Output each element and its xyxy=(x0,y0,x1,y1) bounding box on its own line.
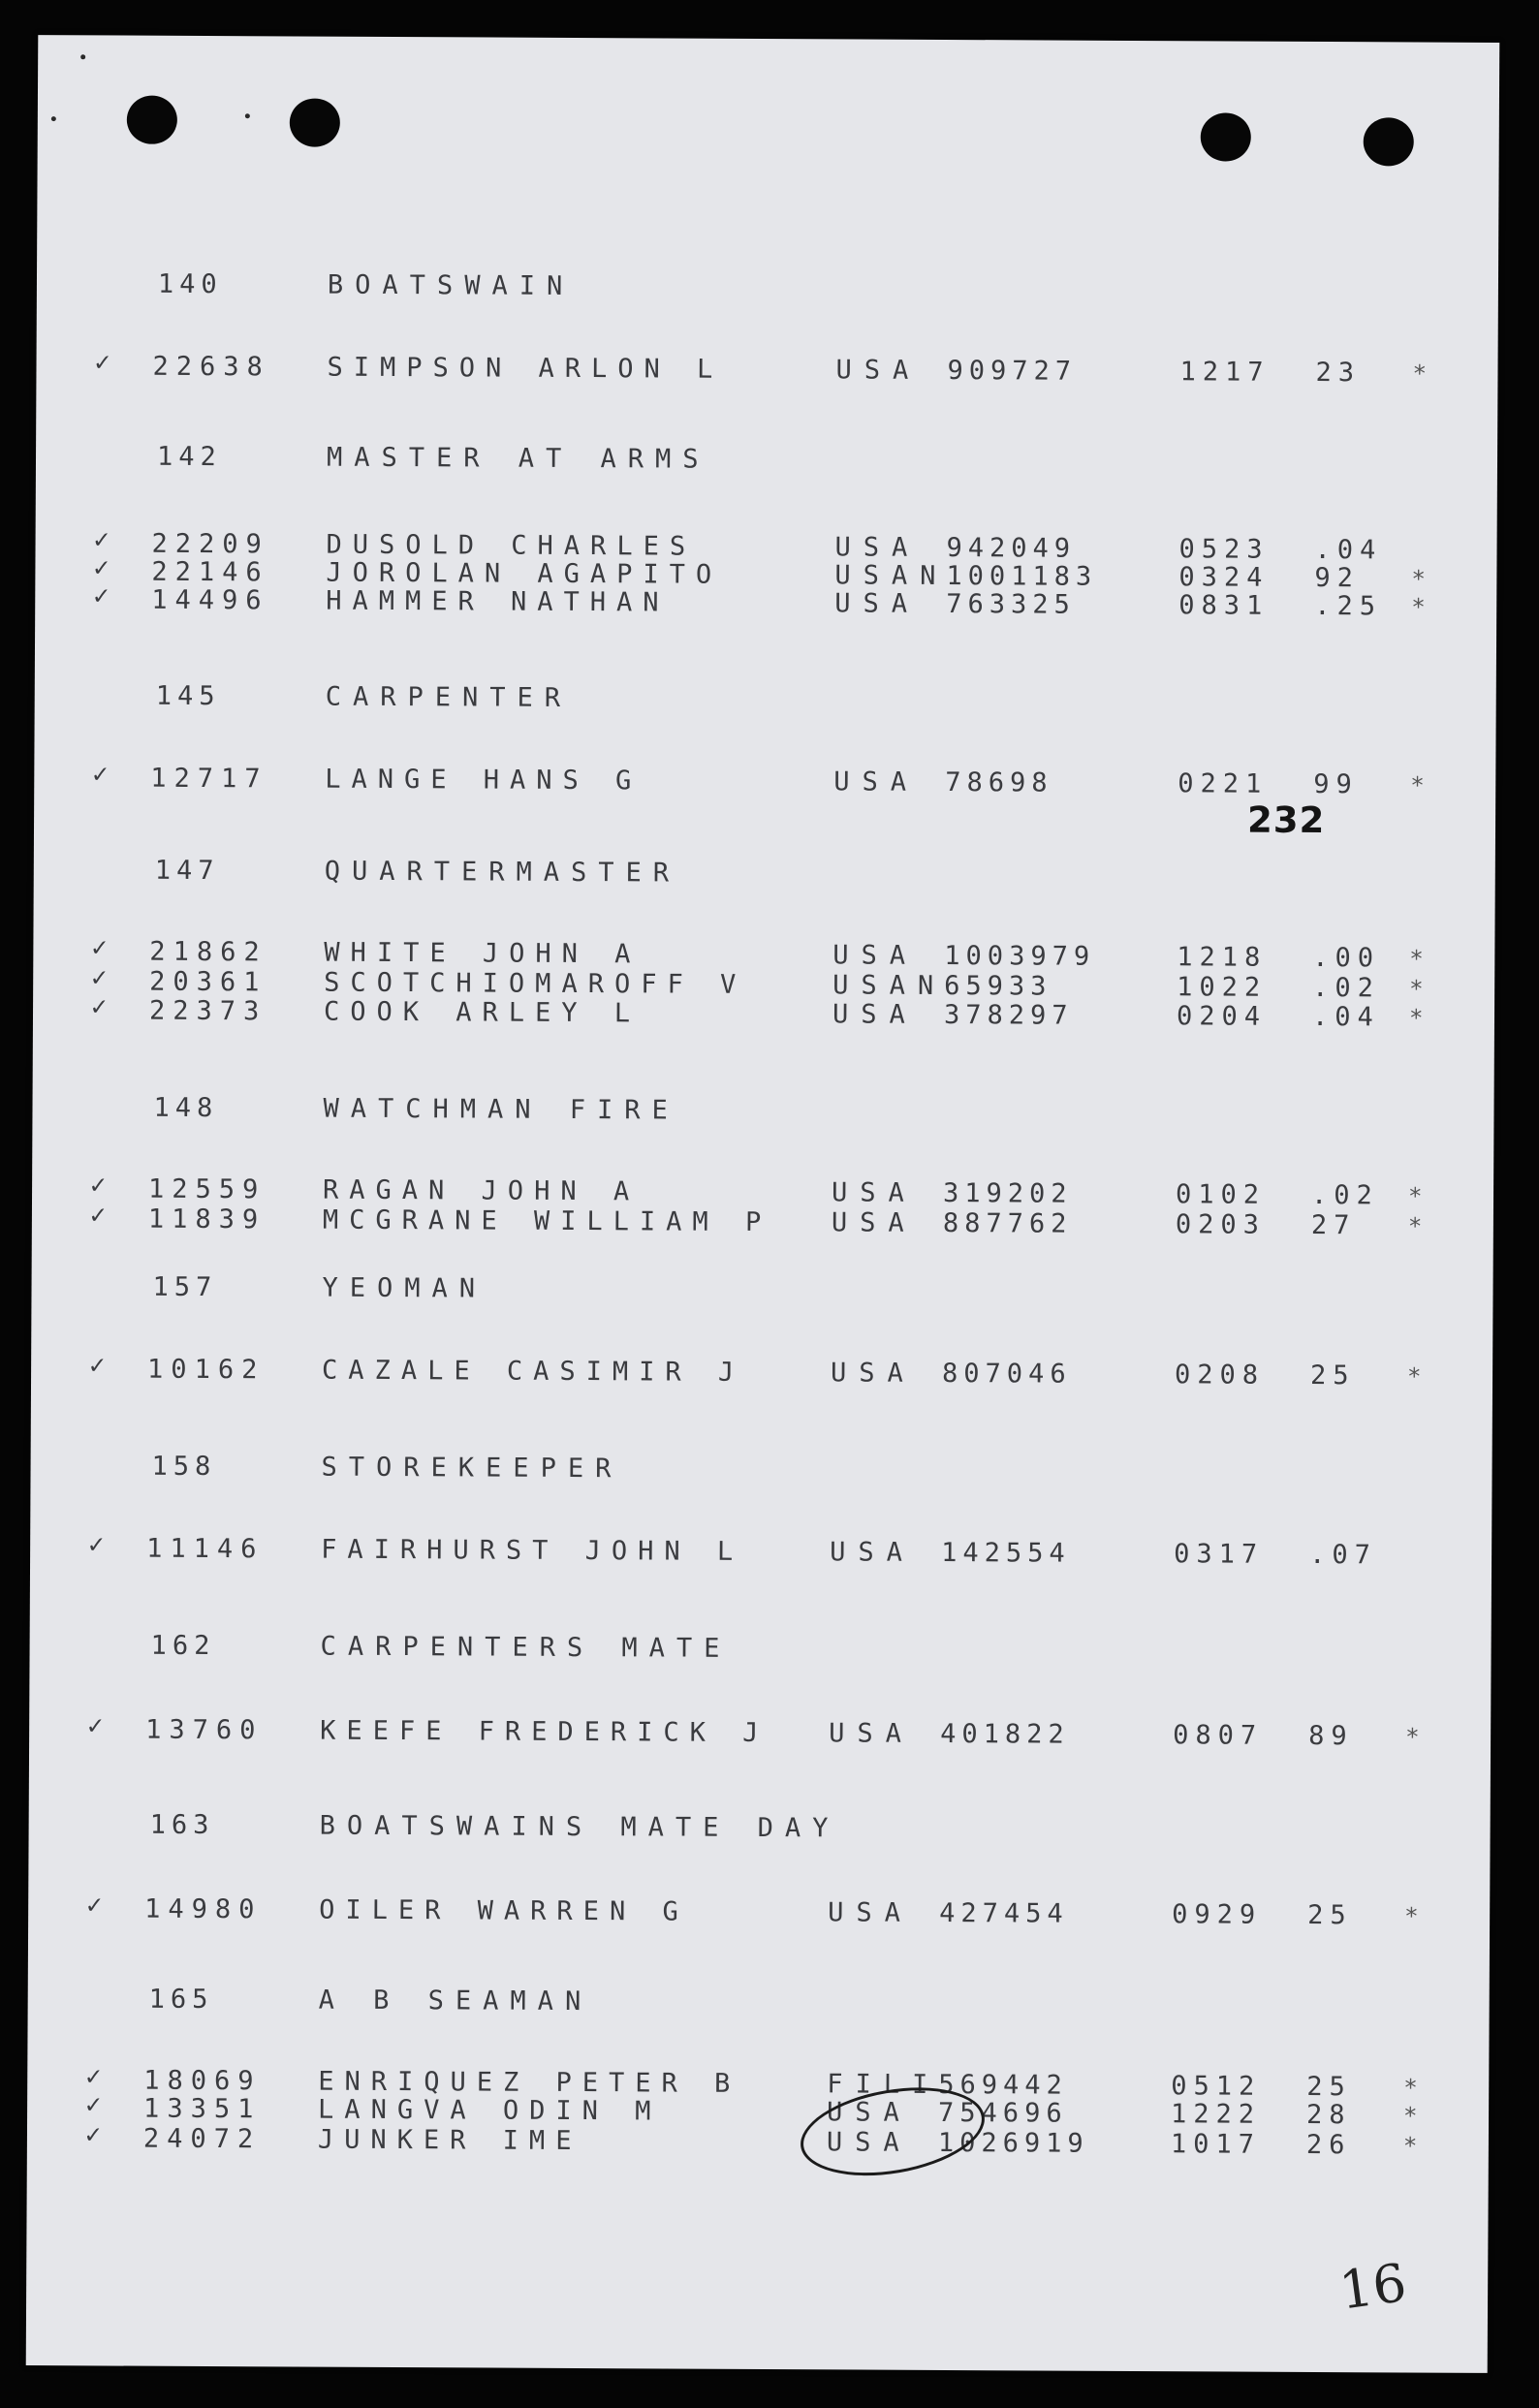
section-heading xyxy=(30,1450,1492,1490)
cell-b: 0317 xyxy=(1174,1539,1265,1570)
rating-code: 162 xyxy=(150,1630,216,1662)
cell-a: 942049 xyxy=(946,532,1077,564)
cell-name: WHITE JOHN A xyxy=(324,937,642,970)
rating-code: 148 xyxy=(153,1092,219,1124)
cell-cit: USAN xyxy=(834,560,949,591)
cell-cit: USA xyxy=(835,355,922,386)
punch-hole-1 xyxy=(127,96,177,144)
cell-name: DUSOLD CHARLES xyxy=(326,529,697,562)
cell-num: 21862 xyxy=(149,936,267,968)
check-mark: ✓ xyxy=(85,2061,108,2092)
cell-name: ENRIQUEZ PETER B xyxy=(318,2066,741,2099)
cell-pct: .04 xyxy=(1314,534,1383,566)
cell-pct: .04 xyxy=(1311,1001,1380,1033)
cell-pct: 92 xyxy=(1314,562,1360,594)
cell-name: LANGE HANS G xyxy=(325,764,643,797)
rating-title: STOREKEEPER xyxy=(321,1452,623,1485)
cell-pct: .02 xyxy=(1312,972,1381,1004)
cell-num: 22209 xyxy=(151,528,269,560)
cell-num: 22146 xyxy=(151,556,269,588)
cell-num: 20361 xyxy=(149,966,267,998)
check-mark: ✓ xyxy=(94,347,116,378)
check-mark: ✓ xyxy=(85,2089,108,2120)
punch-hole-2 xyxy=(290,98,340,146)
cell-star: * xyxy=(1403,2074,1424,2102)
check-mark: ✓ xyxy=(93,524,115,555)
cell-num: 22373 xyxy=(148,995,267,1027)
cell-cit: USAN xyxy=(832,970,947,1001)
rating-code: 158 xyxy=(151,1451,217,1483)
cell-a: 1003979 xyxy=(944,940,1096,972)
cell-name: LANGVA ODIN M xyxy=(318,2094,662,2127)
check-mark: ✓ xyxy=(88,1529,110,1560)
cell-name: FAIRHURST JOHN L xyxy=(321,1534,744,1567)
check-mark: ✓ xyxy=(89,1350,111,1381)
cell-b: 0204 xyxy=(1176,1001,1268,1032)
cell-a: 65933 xyxy=(944,970,1052,1002)
section-heading xyxy=(34,854,1495,894)
table-row xyxy=(32,1200,1493,1243)
cell-a: 1026919 xyxy=(937,2127,1089,2159)
cell-pct: .07 xyxy=(1309,1539,1377,1571)
rating-title: A B SEAMAN xyxy=(318,1985,593,2017)
cell-cit: USA xyxy=(831,1207,917,1238)
cell-pct: .00 xyxy=(1312,942,1381,974)
cell-a: 909727 xyxy=(947,355,1078,387)
cell-b: 0807 xyxy=(1173,1720,1264,1751)
punch-hole-4 xyxy=(1364,117,1414,166)
cell-a: 378297 xyxy=(943,999,1074,1031)
rating-code: 165 xyxy=(148,1984,214,2016)
table-row xyxy=(34,759,1495,802)
cell-a: 78698 xyxy=(945,766,1053,798)
cell-a: 569442 xyxy=(938,2069,1068,2101)
cell-star: * xyxy=(1409,975,1429,1003)
check-mark: ✓ xyxy=(89,1200,112,1231)
cell-b: 0929 xyxy=(1172,1899,1263,1930)
cell-name: JUNKER IME xyxy=(317,2124,582,2157)
dust-speck xyxy=(80,54,85,59)
section-heading xyxy=(28,1983,1490,2023)
cell-pct: 23 xyxy=(1315,357,1362,389)
cell-num: 24072 xyxy=(142,2123,262,2155)
cell-cit: USA xyxy=(834,588,921,619)
dust-speck xyxy=(51,116,56,121)
cell-star: * xyxy=(1407,1212,1429,1240)
cell-b: 1017 xyxy=(1170,2129,1262,2160)
check-mark: ✓ xyxy=(87,1710,110,1741)
cell-num: 14980 xyxy=(144,1893,263,1925)
cell-b: 0512 xyxy=(1171,2071,1262,2102)
cell-name: OILER WARREN G xyxy=(319,1894,689,1927)
check-mark: ✓ xyxy=(92,759,114,790)
table-row xyxy=(27,2119,1489,2163)
table-row xyxy=(28,1892,1490,1933)
rating-code: 157 xyxy=(152,1271,218,1303)
cell-b: 1218 xyxy=(1177,942,1268,973)
cell-star: * xyxy=(1408,1004,1429,1032)
table-row xyxy=(31,1350,1492,1393)
table-row xyxy=(35,580,1496,624)
cell-pct: 99 xyxy=(1313,768,1359,800)
cell-pct: 89 xyxy=(1308,1720,1354,1752)
cell-b: 0831 xyxy=(1178,590,1270,621)
cell-b: 1022 xyxy=(1177,972,1268,1003)
cell-b: 1217 xyxy=(1179,357,1271,388)
rating-title: YEOMAN xyxy=(322,1272,487,1304)
check-mark: ✓ xyxy=(86,1890,109,1921)
table-row xyxy=(33,991,1494,1035)
cell-cit: USA xyxy=(831,1177,917,1208)
cell-b: 0324 xyxy=(1178,562,1270,593)
cell-star: * xyxy=(1409,945,1429,973)
cell-num: 11146 xyxy=(146,1533,265,1565)
cell-cit: USA xyxy=(829,1718,915,1749)
cell-num: 13351 xyxy=(143,2093,262,2125)
cell-pct: 28 xyxy=(1306,2099,1352,2131)
section-heading xyxy=(37,267,1498,308)
rating-title: BOATSWAINS MATE DAY xyxy=(319,1810,840,1844)
cell-star: * xyxy=(1405,1723,1426,1751)
cell-b: 0203 xyxy=(1175,1209,1267,1240)
check-mark: ✓ xyxy=(90,1170,112,1201)
rating-title: WATCHMAN FIRE xyxy=(323,1093,679,1126)
cell-star: * xyxy=(1402,2132,1424,2160)
cell-num: 12717 xyxy=(150,763,268,795)
check-mark: ✓ xyxy=(93,552,115,583)
cell-num: 10162 xyxy=(147,1354,266,1386)
cell-num: 14496 xyxy=(151,584,269,616)
cell-star: * xyxy=(1403,2102,1424,2130)
cell-a: 763325 xyxy=(946,588,1076,620)
cell-star: * xyxy=(1407,1182,1429,1210)
cell-star: * xyxy=(1404,1902,1425,1930)
rating-title: MASTER AT ARMS xyxy=(326,442,710,475)
cell-cit: USA xyxy=(833,766,920,797)
punch-hole-3 xyxy=(1201,112,1251,161)
cell-cit: FILI xyxy=(827,2069,941,2100)
cell-star: * xyxy=(1412,360,1433,388)
rating-code: 163 xyxy=(149,1809,215,1841)
cell-a: 1001183 xyxy=(946,560,1098,592)
cell-star: * xyxy=(1407,1362,1428,1391)
rating-title: CARPENTERS MATE xyxy=(320,1631,732,1664)
table-row xyxy=(29,1710,1491,1754)
cell-name: SIMPSON ARLON L xyxy=(327,352,724,385)
table-row xyxy=(36,347,1497,391)
section-heading xyxy=(30,1629,1492,1670)
cell-pct: 25 xyxy=(1306,2071,1352,2103)
cell-b: 0208 xyxy=(1175,1360,1266,1391)
cell-b: 1222 xyxy=(1171,2099,1262,2130)
rating-code: 140 xyxy=(157,268,223,300)
cell-cit: USA xyxy=(834,532,921,563)
stamp-number: 232 xyxy=(1246,798,1326,842)
rating-code: 145 xyxy=(155,680,221,712)
check-mark: ✓ xyxy=(84,2119,108,2150)
rating-title: QUARTERMASTER xyxy=(324,856,681,889)
cell-cit: USA xyxy=(832,940,919,971)
cell-cit: USA xyxy=(828,1897,914,1928)
cell-cit: USA xyxy=(831,1358,916,1389)
cell-num: 12559 xyxy=(147,1173,267,1205)
dust-speck xyxy=(245,113,250,118)
cell-name: CAZALE CASIMIR J xyxy=(322,1355,745,1388)
check-mark: ✓ xyxy=(93,580,115,611)
cell-b: 0523 xyxy=(1178,534,1270,565)
check-mark: ✓ xyxy=(90,991,113,1022)
cell-name: SCOTCHIOMAROFF V xyxy=(324,967,747,1000)
rating-code: 147 xyxy=(154,855,220,887)
section-heading xyxy=(35,679,1496,720)
document-page xyxy=(26,35,1500,2373)
cell-name: RAGAN JOHN A xyxy=(322,1174,641,1207)
cell-pct: .25 xyxy=(1314,590,1383,622)
page-number: 16 xyxy=(1335,2251,1410,2322)
check-mark: ✓ xyxy=(91,932,113,963)
rating-title: BOATSWAIN xyxy=(327,269,575,301)
cell-cit: USA xyxy=(826,2127,912,2158)
cell-b: 0102 xyxy=(1175,1179,1267,1210)
cell-star: * xyxy=(1411,565,1431,593)
cell-pct: 25 xyxy=(1310,1360,1356,1392)
cell-name: MCGRANE WILLIAM P xyxy=(322,1204,772,1238)
cell-num: 18069 xyxy=(143,2065,262,2097)
cell-pct: 27 xyxy=(1310,1209,1357,1241)
cell-a: 401822 xyxy=(940,1718,1070,1750)
cell-a: 807046 xyxy=(942,1358,1072,1390)
rating-title: CARPENTER xyxy=(325,681,573,713)
section-heading xyxy=(32,1091,1493,1132)
section-heading xyxy=(29,1808,1491,1849)
cell-pct: 26 xyxy=(1305,2129,1352,2161)
cell-star: * xyxy=(1410,771,1430,799)
cell-name: HAMMER NATHAN xyxy=(326,585,670,618)
check-mark: ✓ xyxy=(91,962,113,993)
cell-pct: .02 xyxy=(1310,1179,1379,1211)
cell-name: COOK ARLEY L xyxy=(323,996,642,1029)
cell-b: 0221 xyxy=(1178,768,1269,799)
cell-cit: USA xyxy=(827,2097,912,2128)
cell-name: KEEFE FREDERICK J xyxy=(320,1715,770,1749)
cell-a: 142554 xyxy=(941,1537,1071,1569)
section-heading xyxy=(36,440,1497,481)
cell-a: 427454 xyxy=(939,1897,1069,1929)
cell-star: * xyxy=(1411,593,1431,621)
cell-a: 887762 xyxy=(942,1207,1073,1239)
cell-num: 11839 xyxy=(147,1204,267,1235)
cell-name: JOROLAN AGAPITO xyxy=(326,557,723,590)
cell-cit: USA xyxy=(832,999,918,1030)
cell-pct: 25 xyxy=(1307,1899,1353,1931)
cell-num: 22638 xyxy=(152,351,270,383)
cell-num: 13760 xyxy=(145,1714,264,1746)
rating-code: 142 xyxy=(156,441,222,473)
cell-a: 754696 xyxy=(938,2097,1068,2129)
cell-cit: USA xyxy=(830,1537,915,1568)
section-heading xyxy=(31,1270,1492,1311)
cell-a: 319202 xyxy=(942,1177,1073,1209)
table-row xyxy=(30,1529,1492,1573)
